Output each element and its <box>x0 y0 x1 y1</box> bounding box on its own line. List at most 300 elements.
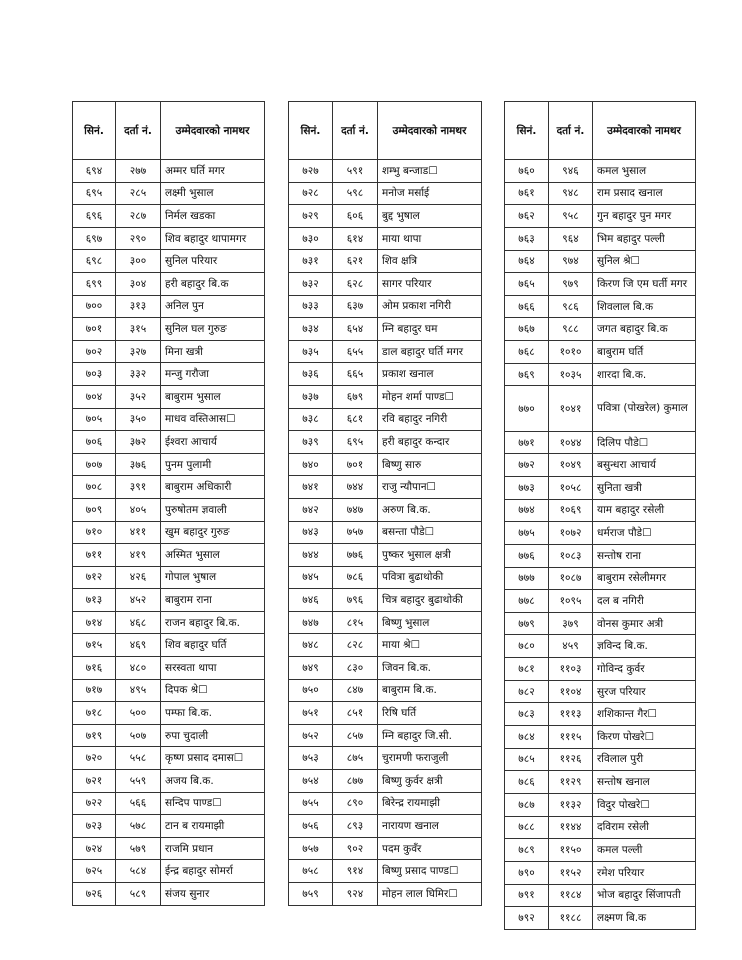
registration-number: ९५८ <box>549 205 593 228</box>
candidate-name: शशिकान्त गैर☐ <box>593 703 696 726</box>
candidate-name: जिवन बि.क. <box>378 657 482 680</box>
serial-number: ७३० <box>289 227 333 250</box>
candidate-name: डाल बहादुर घर्ति मगर <box>378 340 482 363</box>
table-row <box>73 385 265 408</box>
candidate-name: दविराम रसेली <box>593 816 696 839</box>
serial-number: ७२८ <box>289 182 333 205</box>
candidate-name: ईश्वरा आचार्य <box>161 431 265 454</box>
table-row <box>289 770 482 793</box>
registration-number: ४११ <box>116 521 161 544</box>
serial-number: ७८० <box>505 635 549 658</box>
candidate-table-1 <box>72 101 265 906</box>
candidate-name: याम बहादुर रसेली <box>593 499 696 522</box>
registration-number: ३७९ <box>549 612 593 635</box>
serial-number: ७५५ <box>289 792 333 815</box>
registration-number: ५७९ <box>116 837 161 860</box>
table-row <box>289 318 482 341</box>
candidate-name: रुपा चुदाली <box>161 724 265 747</box>
table-row <box>73 250 265 273</box>
serial-number: ६९९ <box>73 272 116 295</box>
serial-number: ७१६ <box>73 657 116 680</box>
candidate-name: ज्ञविन्द बि.क. <box>593 635 696 658</box>
registration-number: १११३ <box>549 703 593 726</box>
serial-number: ७६९ <box>505 363 549 386</box>
registration-number: १०५८ <box>549 476 593 499</box>
serial-number: ७२६ <box>73 883 116 906</box>
registration-number: ११८४ <box>549 884 593 907</box>
candidate-name: सागर परियार <box>378 272 482 295</box>
serial-number: ७०६ <box>73 431 116 454</box>
candidate-name: बसुन्धरा आचार्य <box>593 454 696 477</box>
table-row <box>289 611 482 634</box>
serial-number: ७४८ <box>289 634 333 657</box>
candidate-name: राजन बहादुर बि.क. <box>161 611 265 634</box>
table-row <box>505 431 696 454</box>
table-row <box>505 544 696 567</box>
serial-number: ७०७ <box>73 453 116 476</box>
candidate-name: बाबुराम बि.क. <box>378 679 482 702</box>
registration-number: ८५७ <box>333 724 378 747</box>
candidate-name: दिलिप पौडे☐ <box>593 431 696 454</box>
serial-number: ७६८ <box>505 341 549 364</box>
candidate-name: राजु न्यौपान☐ <box>378 476 482 499</box>
table-row <box>505 341 696 364</box>
candidate-name: भिम बहादुर पल्ली <box>593 227 696 250</box>
serial-number: ७५० <box>289 679 333 702</box>
registration-number: ६०६ <box>333 205 378 228</box>
serial-number: ७७६ <box>505 544 549 567</box>
serial-number: ७१८ <box>73 702 116 725</box>
serial-number: ७२३ <box>73 815 116 838</box>
serial-number: ७६५ <box>505 273 549 296</box>
table-row <box>73 182 265 205</box>
registration-number: ७४४ <box>333 476 378 499</box>
serial-number: ७२० <box>73 747 116 770</box>
candidate-name: सरस्वता थापा <box>161 657 265 680</box>
serial-number: ७८१ <box>505 658 549 681</box>
registration-number: ४५९ <box>549 635 593 658</box>
serial-number: ७३५ <box>289 340 333 363</box>
table-row <box>73 476 265 499</box>
registration-number: ११४४ <box>549 816 593 839</box>
table-row <box>505 273 696 296</box>
serial-number: ७८७ <box>505 793 549 816</box>
table-header-row <box>505 102 696 160</box>
registration-number: ९४८ <box>549 182 593 205</box>
registration-number: ९७९ <box>549 273 593 296</box>
table-row <box>505 295 696 318</box>
registration-number: ४२६ <box>116 566 161 589</box>
header-candidate-name: उम्मेदवारको नामथर <box>593 102 696 160</box>
candidate-name: बुद्द भुषाल <box>378 205 482 228</box>
candidate-name: शिव बहादुर घर्ति <box>161 634 265 657</box>
table-row <box>505 839 696 862</box>
candidate-name: म्नि बहादुर घम <box>378 318 482 341</box>
candidate-name: विदुर पोखरे☐ <box>593 793 696 816</box>
candidate-name: सन्तोष खनाल <box>593 771 696 794</box>
registration-number: ८५१ <box>333 702 378 725</box>
candidate-name: नारायण खनाल <box>378 815 482 838</box>
table-row <box>505 635 696 658</box>
registration-number: ११२९ <box>549 771 593 794</box>
table-row <box>73 589 265 612</box>
candidate-name: किरण पोखरे☐ <box>593 726 696 749</box>
candidate-name: कमल भुसाल <box>593 160 696 183</box>
registration-number: ४०५ <box>116 498 161 521</box>
table-row <box>73 724 265 747</box>
candidate-name: टान ब रायमाझी <box>161 815 265 838</box>
registration-number: ३९१ <box>116 476 161 499</box>
serial-number: ७४५ <box>289 566 333 589</box>
candidate-name: बसन्ता पौडे☐ <box>378 521 482 544</box>
table-row <box>505 748 696 771</box>
registration-number: ३०० <box>116 250 161 273</box>
registration-number: ९६४ <box>549 227 593 250</box>
table-row <box>505 182 696 205</box>
table-row <box>73 340 265 363</box>
serial-number: ६९६ <box>73 205 116 228</box>
registration-number: ७५७ <box>333 521 378 544</box>
registration-number: ३१५ <box>116 318 161 341</box>
candidate-name: मनोज मर्साई <box>378 182 482 205</box>
serial-number: ७८२ <box>505 680 549 703</box>
serial-number: ७४० <box>289 453 333 476</box>
table-row <box>289 657 482 680</box>
registration-number: ५९८ <box>333 182 378 205</box>
registration-number: १०३५ <box>549 363 593 386</box>
registration-number: ८३० <box>333 657 378 680</box>
registration-number: १०६९ <box>549 499 593 522</box>
serial-number: ६९४ <box>73 160 116 183</box>
table-row <box>289 340 482 363</box>
table-row <box>505 612 696 635</box>
table-row <box>505 363 696 386</box>
table-row <box>505 476 696 499</box>
candidate-name: जगत बहादुर बि.क <box>593 318 696 341</box>
table-header-row <box>289 102 482 160</box>
table-row <box>289 182 482 205</box>
serial-number: ७८८ <box>505 816 549 839</box>
table-row <box>289 431 482 454</box>
candidate-name: धर्मराज पौडे☐ <box>593 522 696 545</box>
table-row <box>505 658 696 681</box>
header-candidate-name: उम्मेदवारको नामथर <box>378 102 482 160</box>
candidate-name: पुनम पुलामी <box>161 453 265 476</box>
candidate-name: ईन्द्र बहादुर सोमर्रा <box>161 860 265 883</box>
serial-number: ७५८ <box>289 860 333 883</box>
candidate-name: संजय सुनार <box>161 883 265 906</box>
table-row <box>289 408 482 431</box>
serial-number: ७९१ <box>505 884 549 907</box>
table-row <box>73 160 265 183</box>
candidate-name: बिष्णु प्रसाद पाण्ड☐ <box>378 860 482 883</box>
serial-number: ७६३ <box>505 227 549 250</box>
candidate-name: रिषि घर्ति <box>378 702 482 725</box>
registration-number: ११८८ <box>549 907 593 930</box>
serial-number: ७३८ <box>289 408 333 431</box>
table-row <box>73 611 265 634</box>
registration-number: १०१० <box>549 341 593 364</box>
candidate-name: वोनस कुमार अत्री <box>593 612 696 635</box>
registration-number: ३०४ <box>116 272 161 295</box>
registration-number: ११०४ <box>549 680 593 703</box>
registration-number: ९४६ <box>549 160 593 183</box>
serial-number: ७८४ <box>505 726 549 749</box>
table-row <box>505 499 696 522</box>
candidate-name: शिवलाल बि.क <box>593 295 696 318</box>
table-row <box>289 679 482 702</box>
table-row <box>73 363 265 386</box>
candidate-name: बिष्णु भुसाल <box>378 611 482 634</box>
registration-number: ४६९ <box>116 634 161 657</box>
registration-number: ११२६ <box>549 748 593 771</box>
candidate-name: सन्तोष राना <box>593 544 696 567</box>
candidate-name: सुनिल श्रे☐ <box>593 250 696 273</box>
registration-number: ५५८ <box>116 747 161 770</box>
table-row <box>73 295 265 318</box>
table-row <box>289 272 482 295</box>
serial-number: ७४३ <box>289 521 333 544</box>
serial-number: ७५७ <box>289 837 333 860</box>
registration-number: ७७६ <box>333 544 378 567</box>
candidate-name: रविलाल पुरी <box>593 748 696 771</box>
registration-number: ६९५ <box>333 431 378 454</box>
registration-number: ९१४ <box>333 860 378 883</box>
table-row <box>505 726 696 749</box>
candidate-name: शम्भु बन्जाड☐ <box>378 160 482 183</box>
candidate-name: बाबुराम भुसाल <box>161 385 265 408</box>
table-row <box>73 272 265 295</box>
table-row <box>289 453 482 476</box>
header-candidate-name: उम्मेदवारको नामथर <box>161 102 265 160</box>
table-row <box>505 884 696 907</box>
registration-number: ७४७ <box>333 498 378 521</box>
table-header-row <box>73 102 265 160</box>
serial-number: ७७१ <box>505 431 549 454</box>
registration-number: ९२४ <box>333 883 378 906</box>
candidate-name: गोविन्द कुर्वर <box>593 658 696 681</box>
serial-number: ७१२ <box>73 566 116 589</box>
registration-number: ६७९ <box>333 385 378 408</box>
serial-number: ७१० <box>73 521 116 544</box>
registration-number: ७९६ <box>333 589 378 612</box>
serial-number: ७८३ <box>505 703 549 726</box>
serial-number: ७०५ <box>73 408 116 431</box>
serial-number: ७२९ <box>289 205 333 228</box>
candidate-name: शारदा बि.क. <box>593 363 696 386</box>
registration-number: ६८१ <box>333 408 378 431</box>
table-row <box>73 657 265 680</box>
candidate-name: अरुण बि.क. <box>378 498 482 521</box>
table-row <box>505 793 696 816</box>
candidate-name: ओम प्रकाश नगिरी <box>378 295 482 318</box>
table-row <box>505 703 696 726</box>
table-row <box>73 770 265 793</box>
serial-number: ७२१ <box>73 770 116 793</box>
table-row <box>505 680 696 703</box>
table-row <box>289 521 482 544</box>
candidate-name: शिव क्षत्रि <box>378 250 482 273</box>
candidate-name: मोहन शर्मा पाण्ड☐ <box>378 385 482 408</box>
candidate-name: कृष्ण प्रसाद दमास☐ <box>161 747 265 770</box>
serial-number: ७११ <box>73 544 116 567</box>
table-row <box>289 205 482 228</box>
registration-number: ७८६ <box>333 566 378 589</box>
candidate-table-2 <box>288 101 482 906</box>
registration-number: ५९१ <box>333 160 378 183</box>
table-row <box>289 250 482 273</box>
table-row <box>73 679 265 702</box>
registration-number: १०९५ <box>549 590 593 613</box>
serial-number: ७३७ <box>289 385 333 408</box>
serial-number: ७६७ <box>505 318 549 341</box>
table-row <box>505 227 696 250</box>
registration-number: २८७ <box>116 205 161 228</box>
candidate-name: कमल पल्ली <box>593 839 696 862</box>
registration-number: ८७७ <box>333 770 378 793</box>
candidate-name: अम्मर घर्ति मगर <box>161 160 265 183</box>
table-row <box>289 476 482 499</box>
serial-number: ७५४ <box>289 770 333 793</box>
candidate-name: निर्मल खडका <box>161 205 265 228</box>
candidate-name: बाबुराम राना <box>161 589 265 612</box>
registration-number: ६३७ <box>333 295 378 318</box>
serial-number: ७७९ <box>505 612 549 635</box>
serial-number: ७१५ <box>73 634 116 657</box>
serial-number: ७३९ <box>289 431 333 454</box>
registration-number: ८९३ <box>333 815 378 838</box>
serial-number: ७६६ <box>505 295 549 318</box>
registration-number: ६५४ <box>333 318 378 341</box>
serial-number: ७७२ <box>505 454 549 477</box>
serial-number: ७५३ <box>289 747 333 770</box>
table-row <box>73 453 265 476</box>
candidate-name: बिष्णु कुर्वर क्षत्री <box>378 770 482 793</box>
registration-number: ७०१ <box>333 453 378 476</box>
table-row <box>73 702 265 725</box>
header-serial-number: सिनं. <box>505 102 549 160</box>
registration-number: ३३२ <box>116 363 161 386</box>
table-row <box>505 205 696 228</box>
serial-number: ७७४ <box>505 499 549 522</box>
registration-number: ३७६ <box>116 453 161 476</box>
serial-number: ७४६ <box>289 589 333 612</box>
candidate-name: गोपाल भुषाल <box>161 566 265 589</box>
candidate-name: पुष्कर भुसाल क्षत्री <box>378 544 482 567</box>
table-row <box>289 860 482 883</box>
registration-number: १०४१ <box>549 386 593 431</box>
serial-number: ७५२ <box>289 724 333 747</box>
serial-number: ७०२ <box>73 340 116 363</box>
serial-number: ७२२ <box>73 792 116 815</box>
registration-number: ३५२ <box>116 385 161 408</box>
registration-number: ५७८ <box>116 815 161 838</box>
registration-number: ४१९ <box>116 544 161 567</box>
serial-number: ७३१ <box>289 250 333 273</box>
table-row <box>73 521 265 544</box>
serial-number: ७८६ <box>505 771 549 794</box>
candidate-name: माया श्रे☐ <box>378 634 482 657</box>
table-row <box>505 160 696 183</box>
registration-number: २७७ <box>116 160 161 183</box>
candidate-name: पवित्रा बुढाथोकी <box>378 566 482 589</box>
table-row <box>505 590 696 613</box>
candidate-name: किरण जि एम घर्ती मगर <box>593 273 696 296</box>
registration-number: १०७२ <box>549 522 593 545</box>
registration-number: ६१४ <box>333 227 378 250</box>
candidate-name: शिव बहादुर थापामगर <box>161 227 265 250</box>
serial-number: ७७० <box>505 386 549 431</box>
serial-number: ६९८ <box>73 250 116 273</box>
registration-number: ४६८ <box>116 611 161 634</box>
table-row <box>73 431 265 454</box>
table-row <box>289 724 482 747</box>
candidate-name: गुन बहादुर पुन मगर <box>593 205 696 228</box>
serial-number: ७७८ <box>505 590 549 613</box>
table-row <box>289 634 482 657</box>
serial-number: ७४४ <box>289 544 333 567</box>
table-row <box>289 815 482 838</box>
table-row <box>73 498 265 521</box>
table-row <box>505 318 696 341</box>
serial-number: ६९५ <box>73 182 116 205</box>
serial-number: ७६२ <box>505 205 549 228</box>
registration-number: ८२८ <box>333 634 378 657</box>
table-row <box>73 883 265 906</box>
candidate-name: पुरुषोतम ज्ञवाली <box>161 498 265 521</box>
registration-number: १११५ <box>549 726 593 749</box>
candidate-name: रवि बहादुर नगिरी <box>378 408 482 431</box>
candidate-name: सन्दिप पाण्ड☐ <box>161 792 265 815</box>
serial-number: ७१७ <box>73 679 116 702</box>
candidate-name: दल ब नगिरी <box>593 590 696 613</box>
registration-number: ५०७ <box>116 724 161 747</box>
registration-number: ११३२ <box>549 793 593 816</box>
candidate-name: म्नि बहादुर जि.सी. <box>378 724 482 747</box>
candidate-name: राम प्रसाद खनाल <box>593 182 696 205</box>
header-serial-number: सिनं. <box>73 102 116 160</box>
table-row <box>73 860 265 883</box>
table-row <box>73 318 265 341</box>
table-row <box>505 250 696 273</box>
table-row <box>289 747 482 770</box>
candidate-name: चुरामणी फराजुली <box>378 747 482 770</box>
registration-number: ३५० <box>116 408 161 431</box>
table-row <box>73 747 265 770</box>
table-row <box>289 363 482 386</box>
candidate-name: बाबुराम रसेलीमगर <box>593 567 696 590</box>
registration-number: ३७२ <box>116 431 161 454</box>
table-row <box>73 634 265 657</box>
candidate-name: मोहन लाल घिमिर☐ <box>378 883 482 906</box>
table-row <box>73 205 265 228</box>
registration-number: ५८४ <box>116 860 161 883</box>
header-registration-number: दर्ता नं. <box>116 102 161 160</box>
header-registration-number: दर्ता नं. <box>333 102 378 160</box>
registration-number: ६२१ <box>333 250 378 273</box>
candidate-name: अनिल पुन <box>161 295 265 318</box>
candidate-name: बिष्णु सारु <box>378 453 482 476</box>
registration-number: ११५२ <box>549 861 593 884</box>
table-row <box>73 837 265 860</box>
candidate-name: पवित्रा (पोखरेल) कुमाल <box>593 386 696 431</box>
registration-number: ८४७ <box>333 679 378 702</box>
table-row <box>289 589 482 612</box>
registration-number: २८५ <box>116 182 161 205</box>
registration-number: २९० <box>116 227 161 250</box>
registration-number: ११०३ <box>549 658 593 681</box>
candidate-name: बिरेन्द्र रायमाझी <box>378 792 482 815</box>
